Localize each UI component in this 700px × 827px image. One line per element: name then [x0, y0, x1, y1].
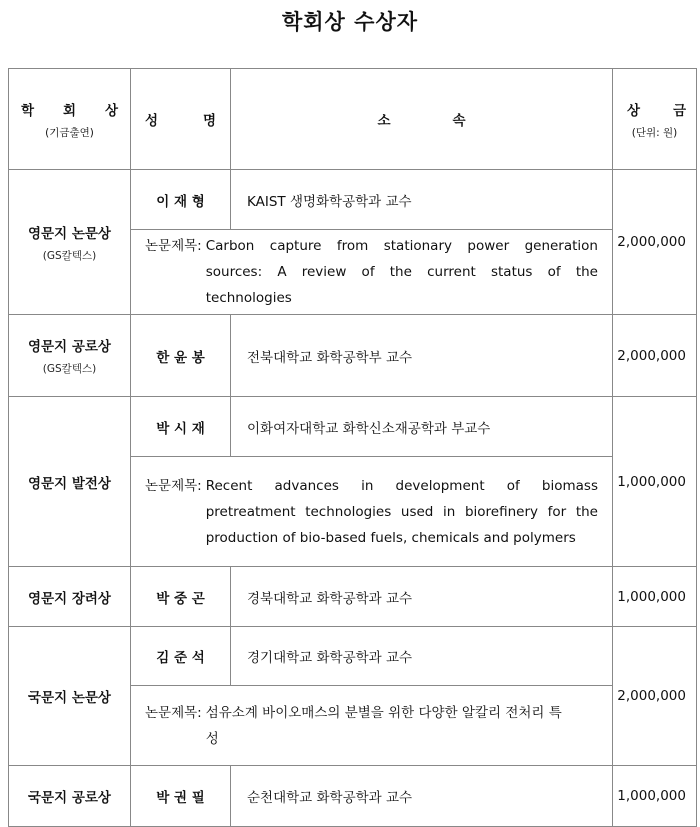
name-cell: 이 재 형	[131, 170, 231, 230]
table-row	[9, 397, 697, 457]
header-award-sub: (기금출연)	[45, 126, 94, 139]
prize-cell: 1,000,000	[613, 397, 697, 567]
table-row	[9, 627, 697, 686]
header-name: 성 명	[131, 69, 231, 170]
paper-cell	[131, 230, 613, 315]
affiliation-cell: 경기대학교 화학공학과 교수	[231, 627, 613, 686]
paper-title: Carbon capture from stationary power generation sources: A review of the current status of the technologies	[205, 238, 598, 306]
award-cell: 영문지 논문상 (GS칼텍스)	[9, 170, 131, 315]
name-cell: 한 윤 봉	[131, 315, 231, 397]
affiliation-cell: 순천대학교 화학공학과 교수	[231, 766, 613, 827]
header-award: 학 회 상 (기금출연)	[9, 69, 131, 170]
header-row	[9, 69, 697, 170]
prize-cell: 1,000,000	[613, 766, 697, 827]
table-row	[9, 567, 697, 627]
award-table	[8, 68, 697, 827]
paper-cell	[131, 457, 613, 567]
award-cell: 국문지 논문상	[9, 627, 131, 766]
prize-cell: 1,000,000	[613, 567, 697, 627]
award-cell: 국문지 공로상	[9, 766, 131, 827]
paper-title: Recent advances in development of biomass pretreatment technologies used in biorefinery for the production of bio-based fuels, chemicals and polymers	[205, 477, 598, 546]
table-row	[9, 766, 697, 827]
header-prize: 상 금 (단위: 원)	[613, 69, 697, 170]
prize-cell: 2,000,000	[613, 627, 697, 766]
name-cell: 박 중 곤	[131, 567, 231, 627]
name-cell: 박 시 재	[131, 397, 231, 457]
table-row	[9, 315, 697, 397]
paper-label: 논문제목:	[145, 477, 202, 494]
page-title: 학회상 수상자	[281, 10, 419, 34]
affiliation-cell: 경북대학교 화학공학과 교수	[231, 567, 613, 627]
table-row	[9, 170, 697, 230]
paper-cell	[131, 686, 613, 766]
award-cell: 영문지 장려상	[9, 567, 131, 627]
affiliation-cell: 이화여자대학교 화학신소재공학과 부교수	[231, 397, 613, 457]
award-cell: 영문지 발전상	[9, 397, 131, 567]
prize-cell: 2,000,000	[613, 170, 697, 315]
paper-label: 논문제목:	[145, 238, 202, 254]
award-cell: 영문지 공로상 (GS칼텍스)	[9, 315, 131, 397]
header-affiliation: 소 속	[231, 69, 613, 170]
affiliation-cell: 전북대학교 화학공학부 교수	[231, 315, 613, 397]
name-cell: 박 권 필	[131, 766, 231, 827]
header-prize-sub: (단위: 원)	[631, 126, 678, 139]
name-cell: 김 준 석	[131, 627, 231, 686]
paper-label: 논문제목:	[145, 704, 202, 721]
affiliation-cell: KAIST 생명화학공학과 교수	[231, 170, 613, 230]
prize-cell: 2,000,000	[613, 315, 697, 397]
paper-title: 섬유소계 바이오매스의 분별을 위한 다양한 알칼리 전처리 특성	[205, 704, 562, 747]
